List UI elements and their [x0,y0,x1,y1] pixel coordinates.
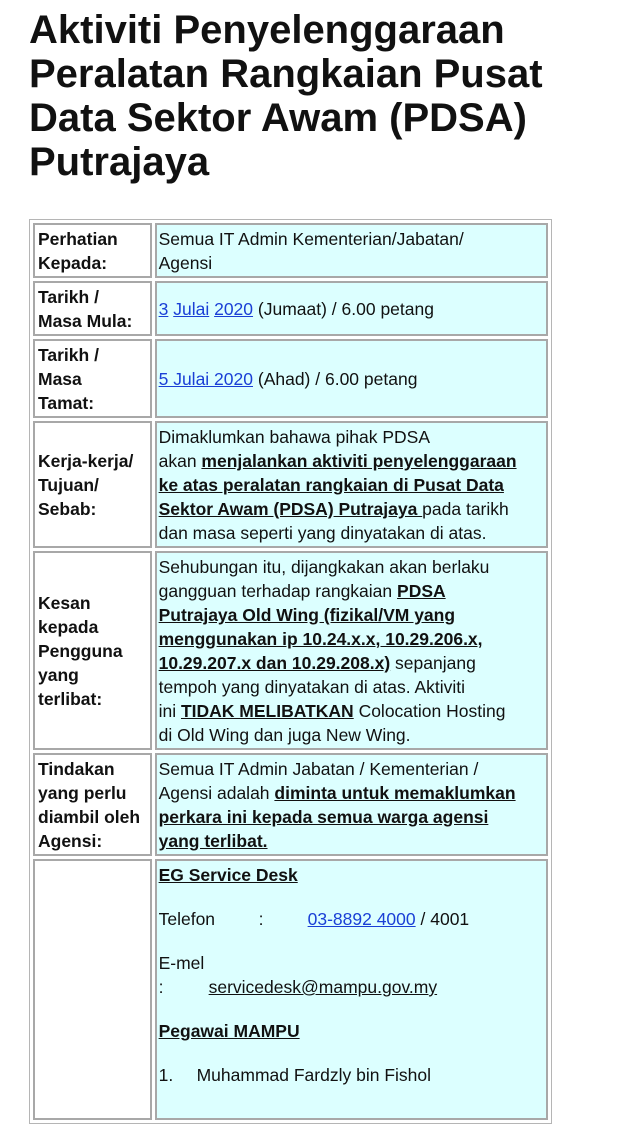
action-value: Semua IT Admin Jabatan / Kementerian / Agensi adalah diminta untuk memaklumkan perkara ini kepada semua warga agensi yang terlibat. [155,753,548,856]
service-desk-heading: EG Service Desk [158,865,298,885]
row-impact [33,551,548,750]
officer-line: 1. Muhammad Fardzly bin Fishol [158,1065,431,1085]
work-value: Dimaklumkan bahawa pihak PDSA akan menjalankan aktiviti penyelenggaraan ke atas peralatan rangkaian di Pusat Data Sektor Awam (PDSA) Putrajaya pada tarikh dan masa seperti yang dinyatakan di atas. [155,421,548,548]
row-action [33,753,548,856]
start-value: 3 Julai 2020 (Jumaat) / 6.00 petang [155,281,548,336]
end-value: 5 Julai 2020 (Ahad) / 6.00 petang [155,339,548,418]
title-line: Putrajaya [29,140,210,184]
row-attention [33,223,548,278]
phone-link[interactable]: 03-8892 4000 [307,909,416,929]
officer-heading: Pegawai MAMPU [158,1021,300,1041]
row-start [33,281,548,336]
email-address[interactable]: servicedesk@mampu.gov.my [208,977,438,997]
contact-value [155,859,548,1120]
start-month-link[interactable]: Julai [173,299,210,319]
attention-value: Semua IT Admin Kementerian/Jabatan/ Agensi [155,223,548,278]
row-end [33,339,548,418]
title-line: Data Sektor Awam (PDSA) [29,96,527,140]
end-date-link[interactable]: 5 Julai 2020 [158,369,253,389]
page-title [29,8,624,184]
action-label: Tindakan yang perlu diambil oleh Agensi: [33,753,152,856]
row-work [33,421,548,548]
impact-value: Sehubungan itu, dijangkakan akan berlaku gangguan terhadap rangkaian PDSA Putrajaya Old Wing (fizikal/VM yang menggunakan ip 10.24.x.x, 10.29.206.x, 10.29.207.x dan 10.29.208.x) sepanjang tempoh yang dinyatakan di atas. Aktiviti ini TIDAK MELIBATKAN Colocation Hosting di Old Wing dan juga New Wing. [155,551,548,750]
work-label: Kerja-kerja/ Tujuan/ Sebab: [33,421,152,548]
end-label: Tarikh / Masa Tamat: [33,339,152,418]
impact-label: Kesan kepada Pengguna yang terlibat: [33,551,152,750]
row-contact [33,859,548,1120]
notice-table [29,219,552,1124]
start-year-link[interactable]: 2020 [214,299,254,319]
phone-line: Telefon : 03-8892 4000 / 4001 [158,909,470,929]
start-label: Tarikh / Masa Mula: [33,281,152,336]
contact-label [33,859,152,1120]
start-day-link[interactable]: 3 [158,299,169,319]
email-label: E-mel [158,953,205,973]
title-line: Aktiviti Penyelenggaraan [29,8,505,52]
title-line: Peralatan Rangkaian Pusat [29,52,543,96]
email-line: : servicedesk@mampu.gov.my [158,977,438,997]
attention-label: Perhatian Kepada: [33,223,152,278]
